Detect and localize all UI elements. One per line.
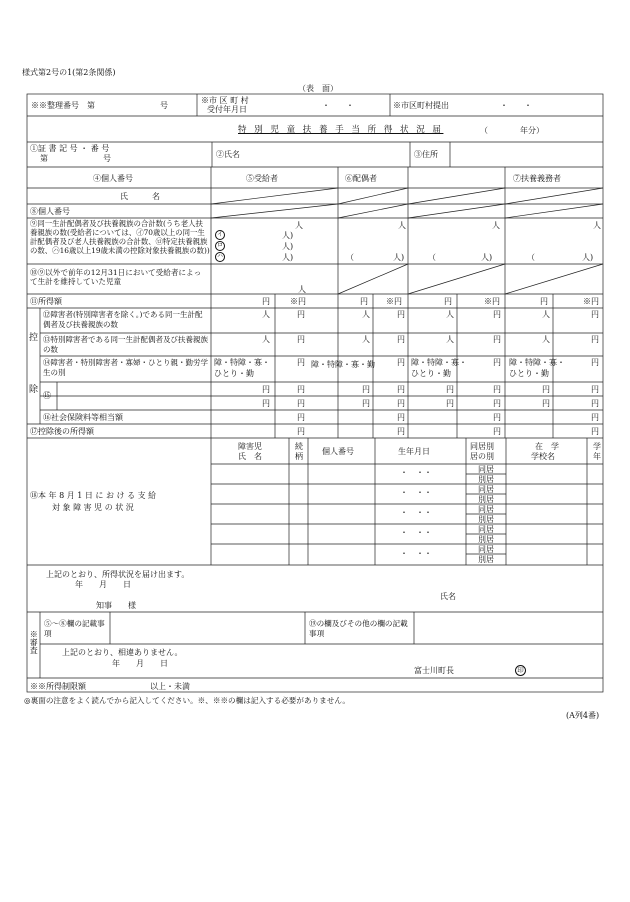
review-approve-text: 上記のとおり、相違ありません。 bbox=[62, 648, 183, 657]
year-field[interactable]: （ 年分） bbox=[480, 126, 544, 135]
children-status-label-1: ⑱本 年 8 月 1 日 に お け る 支 給 bbox=[30, 491, 157, 500]
name-row-label: 氏 名 bbox=[120, 192, 160, 201]
spouse-paren-open: （ bbox=[346, 253, 354, 262]
special-disabled-dependents-label: ⑬特別障害者である同一生計配偶者及び扶養親族の数 bbox=[43, 335, 208, 354]
col-cohab-2: 居の別 bbox=[470, 452, 494, 461]
col-school-1: 在 学 bbox=[535, 442, 559, 451]
elderly-70-unit: 人) bbox=[282, 231, 294, 240]
income-kome-yen-obligor1: ※円 bbox=[484, 297, 500, 306]
col-child-name-2: 氏 名 bbox=[238, 452, 262, 461]
r12-person-recipient: 人 bbox=[262, 310, 270, 319]
submit-date-field[interactable]: ・ ・ bbox=[500, 101, 532, 110]
elderly-70-row bbox=[215, 230, 225, 240]
col-cohab-1: 同居別 bbox=[470, 442, 494, 451]
recipient-header: ⑤受給者 bbox=[246, 174, 278, 183]
dependents-total-label: ⑨同一生計配偶者及び扶養親族の合計数(うち老人扶養親族の数(受給者については、㋑70歳以上の同一生計配偶者及び老人扶養親族の合計数、㋺特定扶養親族の数、㋩16歳以上19歳未満の控除対象扶養親族の数)) bbox=[30, 219, 210, 255]
r15a-yen-obligor2-b: 円 bbox=[591, 385, 599, 394]
deduction-side-char-2: 除 bbox=[29, 385, 39, 395]
col-grade-2: 年 bbox=[593, 452, 601, 461]
r16-yen-obligor1: 円 bbox=[493, 413, 501, 422]
child1-separate[interactable]: 別居 bbox=[478, 475, 494, 484]
child2-separate[interactable]: 別居 bbox=[478, 495, 494, 504]
income-limit-label: ※※所得制限額 bbox=[30, 682, 86, 691]
income-label: ⑪所得額 bbox=[30, 297, 62, 306]
form-number: 様式第2号の1(第2条関係) bbox=[22, 68, 116, 77]
r15b-yen-recipient-b: 円 bbox=[297, 399, 305, 408]
r13-yen-spouse: 円 bbox=[397, 335, 405, 344]
obligor1-paren-open: （ bbox=[428, 253, 436, 262]
r13-yen-obligor1: 円 bbox=[493, 335, 501, 344]
ref-number-label: ※※整理番号 第 bbox=[31, 101, 95, 110]
mayor-seal bbox=[515, 665, 526, 676]
r13-yen-recipient: 円 bbox=[297, 335, 305, 344]
r13-person-recipient: 人 bbox=[262, 335, 270, 344]
r14-options-obligor1-1[interactable]: 障・特障・寡・ bbox=[411, 358, 467, 367]
r15-label: ⑮ bbox=[43, 391, 51, 400]
r15b-yen-recipient: 円 bbox=[262, 399, 270, 408]
r16-yen-spouse: 円 bbox=[397, 413, 405, 422]
income-yen-recipient: 円 bbox=[262, 297, 270, 306]
income-limit-value: 以上・未満 bbox=[150, 682, 190, 691]
cert-number-prefix: 第 bbox=[40, 154, 48, 163]
col-relation-2: 柄 bbox=[295, 452, 303, 461]
age16-19-row bbox=[215, 252, 225, 262]
r12-person-spouse: 人 bbox=[362, 310, 370, 319]
review-note-19: ⑲の欄及びその他の欄の記載事項 bbox=[309, 619, 408, 638]
r15b-yen-obligor1: 円 bbox=[446, 399, 454, 408]
r15b-yen-obligor2-b: 円 bbox=[591, 399, 599, 408]
r15b-yen-obligor1-b: 円 bbox=[493, 399, 501, 408]
spouse-paren-unit: 人) bbox=[393, 253, 405, 262]
col-dob: 生年月日 bbox=[398, 447, 430, 456]
r15a-yen-obligor1: 円 bbox=[446, 385, 454, 394]
r15a-yen-recipient-b: 円 bbox=[297, 385, 305, 394]
spouse-header: ⑥配偶者 bbox=[345, 174, 377, 183]
r12-yen-obligor2: 円 bbox=[591, 310, 599, 319]
children-status-label-2: 対 象 障 害 児 の 状 況 bbox=[52, 503, 134, 512]
obligor1-paren-unit: 人) bbox=[481, 253, 493, 262]
review-side-label: ※審査 bbox=[29, 630, 39, 654]
r13-yen-obligor2: 円 bbox=[591, 335, 599, 344]
footnote: ◎裏面の注意をよく読んでから記入してください。※、※※の欄は記入する必要がありません。 bbox=[24, 696, 351, 705]
r13-person-spouse: 人 bbox=[362, 335, 370, 344]
child3-separate[interactable]: 別居 bbox=[478, 515, 494, 524]
r15a-yen-spouse-b: 円 bbox=[397, 385, 405, 394]
r14-yen-spouse: 円 bbox=[397, 358, 405, 367]
r15b-yen-obligor2: 円 bbox=[542, 399, 550, 408]
child2-cohab[interactable]: 同居 bbox=[478, 485, 494, 494]
governor-address: 知事 様 bbox=[96, 601, 136, 610]
review-date[interactable]: 年 月 日 bbox=[112, 659, 168, 668]
specific-dependents-unit: 人) bbox=[282, 242, 294, 251]
r14-options-obligor2-1[interactable]: 障・特障・寡・ bbox=[509, 358, 565, 367]
social-insurance-label: ⑯社会保険料等相当額 bbox=[43, 413, 123, 422]
personal-number-header: ④個人番号 bbox=[93, 174, 133, 183]
r17-yen-spouse: 円 bbox=[397, 427, 405, 436]
receipt-date-field[interactable]: ・ ・ bbox=[322, 101, 354, 110]
col-relation-1: 続 bbox=[295, 442, 303, 451]
r12-person-obligor2: 人 bbox=[542, 310, 550, 319]
income-yen-obligor2: 円 bbox=[540, 297, 548, 306]
specific-dependents-row bbox=[215, 241, 225, 251]
page-side-label: （表 面） bbox=[298, 84, 338, 93]
r12-yen-recipient: 円 bbox=[297, 310, 305, 319]
deduction-side-char-1: 控 bbox=[29, 333, 39, 343]
r16-yen-obligor2: 円 bbox=[591, 413, 599, 422]
disabled-dependents-label: ⑫障害者(特別障害者を除く。)である同一生計配偶者及び扶養親族の数 bbox=[43, 310, 203, 329]
supported-children-label: ⑩⑨以外で前年の12月31日において受給者によって生計を維持していた児童 bbox=[30, 268, 202, 287]
age16-19-unit: 人) bbox=[282, 253, 294, 262]
kojin-number-row-label: ⑧個人番号 bbox=[30, 207, 70, 216]
declaration-text: 上記のとおり、所得状況を届け出ます。 bbox=[46, 570, 190, 579]
supported-children-unit: 人 bbox=[298, 285, 306, 294]
r13-person-obligor1: 人 bbox=[446, 335, 454, 344]
spouse-dependents-unit: 人 bbox=[398, 221, 406, 230]
child2-dob[interactable]: ・ ・・ bbox=[400, 488, 432, 497]
child4-separate[interactable]: 別居 bbox=[478, 535, 494, 544]
child5-separate[interactable]: 別居 bbox=[478, 555, 494, 564]
r13-person-obligor2: 人 bbox=[542, 335, 550, 344]
recipient-dependents-unit: 人 bbox=[295, 221, 303, 230]
r17-yen-obligor2: 円 bbox=[591, 427, 599, 436]
r12-yen-spouse: 円 bbox=[397, 310, 405, 319]
child5-dob[interactable]: ・ ・・ bbox=[400, 549, 432, 558]
name-label: ②氏名 bbox=[216, 150, 240, 159]
r17-yen-recipient: 円 bbox=[297, 427, 305, 436]
city-receipt-label-1: ※市 区 町 村 bbox=[201, 96, 249, 105]
r15a-yen-obligor2: 円 bbox=[542, 385, 550, 394]
declaration-date[interactable]: 年 月 日 bbox=[75, 580, 131, 589]
declarant-name-label: 氏名 bbox=[440, 592, 456, 601]
obligor-header: ⑦扶養義務者 bbox=[513, 174, 561, 183]
r15a-yen-spouse: 円 bbox=[362, 385, 370, 394]
r14-options-spouse[interactable]: 障・特障・寡・勤 bbox=[311, 360, 375, 369]
income-kome-yen-recipient: ※円 bbox=[290, 297, 306, 306]
child4-cohab[interactable]: 同居 bbox=[478, 525, 494, 534]
obligor2-dependents-unit: 人 bbox=[593, 221, 601, 230]
r17-yen-obligor1: 円 bbox=[493, 427, 501, 436]
r14-yen-obligor1: 円 bbox=[493, 358, 501, 367]
review-note-5-8: ⑤～⑧欄の記載事項 bbox=[44, 619, 105, 638]
address-field[interactable] bbox=[458, 147, 598, 163]
r15a-yen-obligor1-b: 円 bbox=[493, 385, 501, 394]
r14-options-recipient-2[interactable]: ひとり・勤 bbox=[214, 369, 254, 378]
income-kome-yen-spouse: ※円 bbox=[386, 297, 402, 306]
r14-options-obligor2-2[interactable]: ひとり・勤 bbox=[509, 369, 549, 378]
r14-yen-obligor2: 円 bbox=[591, 358, 599, 367]
col-school-2: 学校名 bbox=[531, 452, 555, 461]
seal-icon: 印 bbox=[515, 665, 526, 676]
paper-size: (A列4番) bbox=[566, 711, 600, 720]
post-deduction-income-label: ⑰控除後の所得額 bbox=[30, 427, 94, 436]
cert-number-suffix: 号 bbox=[103, 154, 111, 163]
ref-number-suffix: 号 bbox=[160, 101, 168, 110]
obligor1-dependents-unit: 人 bbox=[492, 221, 500, 230]
circle-i-icon: イ bbox=[216, 231, 223, 238]
cert-number-label: ①証 書 記 号 ・ 番 号 bbox=[30, 144, 110, 153]
income-yen-obligor1: 円 bbox=[444, 297, 452, 306]
child3-dob[interactable]: ・ ・・ bbox=[400, 508, 432, 517]
obligor2-paren-unit: 人) bbox=[582, 253, 594, 262]
circle-ro-icon: ロ bbox=[216, 242, 223, 249]
col-personal-number: 個人番号 bbox=[322, 447, 354, 456]
city-submit-label: ※市区町村提出 bbox=[393, 101, 449, 110]
child1-cohab[interactable]: 同居 bbox=[478, 465, 494, 474]
col-grade-1: 学 bbox=[593, 442, 601, 451]
r12-yen-obligor1: 円 bbox=[493, 310, 501, 319]
income-kome-yen-obligor2: ※円 bbox=[583, 297, 599, 306]
city-receipt-label-2: 受付年月日 bbox=[207, 105, 247, 114]
r15b-yen-spouse-b: 円 bbox=[397, 399, 405, 408]
mayor-label: 富士川町長 bbox=[414, 666, 454, 675]
child4-dob[interactable]: ・ ・・ bbox=[400, 528, 432, 537]
r14-options-recipient-1[interactable]: 障・特障・寡・ bbox=[214, 358, 270, 367]
r12-person-obligor1: 人 bbox=[446, 310, 454, 319]
child5-cohab[interactable]: 同居 bbox=[478, 545, 494, 554]
address-label: ③住所 bbox=[414, 150, 438, 159]
r15b-yen-spouse: 円 bbox=[362, 399, 370, 408]
r14-yen-recipient: 円 bbox=[297, 358, 305, 367]
child3-cohab[interactable]: 同居 bbox=[478, 505, 494, 514]
col-child-name-1: 障害児 bbox=[238, 442, 262, 451]
r14-options-obligor1-2[interactable]: ひとり・勤 bbox=[411, 369, 451, 378]
r15a-yen-recipient: 円 bbox=[262, 385, 270, 394]
obligor2-paren-open: （ bbox=[527, 253, 535, 262]
income-yen-spouse: 円 bbox=[360, 297, 368, 306]
r16-yen-recipient: 円 bbox=[297, 413, 305, 422]
circle-ha-icon: ハ bbox=[216, 253, 223, 260]
form-title: 特 別 児 童 扶 養 手 当 所 得 状 況 届 bbox=[238, 125, 444, 135]
disability-status-label: ⑭障害者・特別障害者・寡婦・ひとり親・勤労学生の別 bbox=[43, 358, 208, 377]
child1-dob[interactable]: ・ ・・ bbox=[400, 468, 432, 477]
